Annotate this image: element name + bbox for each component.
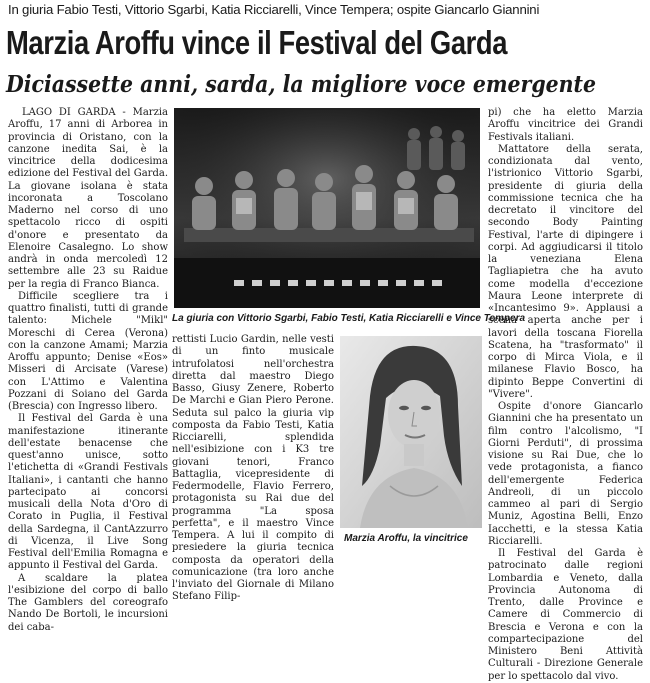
article-column-2 xyxy=(172,334,334,603)
jury-photo-caption: La giuria con Vittorio Sgarbi, Fabio Testi, Katia Ricciarelli e Vince Tempera xyxy=(172,313,526,324)
jury-photo-image xyxy=(174,108,480,308)
article-paragraph: LAGO DI GARDA - Marzia Aroffu, 17 anni di Arborea in provincia di Oristano, con la canzone inedita Sai, è la vincitrice della dodicesima edizione del Festival del Garda. La giovane isolana è stata incoronata a Toscolano Maderno nel corso di uno spettacolo ricco di ospiti d'onore e presentato da Elenoire Casalegno. Lo show andrà in onda mercoledì 12 settembre alle 23 su Raidue per la regia di Franco Bianca. xyxy=(8,107,168,290)
article-paragraph: Il Festival del Garda è una manifestazione itinerante dell'estate benacense che quest'anno unisce, sotto l'etichetta di «Grandi Festivals Italiani», i cantanti che hanno partecipato ai concorsi musicali della Nota d'Oro di Corato in Puglia, il Festival della Sardegna, il CantAzzurro di Vicenza, il Live Song Festival dell'Emilia Romagna e appunto il Festival del Garda. xyxy=(8,413,168,572)
winner-photo-image xyxy=(340,336,482,528)
jury-photo xyxy=(174,108,480,308)
headline: Marzia Aroffu vince il Festival del Garda xyxy=(6,24,508,61)
article-paragraph: rettisti Lucio Gardin, nelle vesti di un finto musicale intrufolatosi nell'orchestra diretta dal maestro Diego Basso, Giusy Zenere, Roberto De Marchi e Gian Piero Perone. Seduta sul palco la giuria vip composta da Fabio Testi, Katia Ricciarelli, splendida nell'esibizione con i K3 tre giovani tenori, Franco Battaglia, vicepresidente di Federmodelle, Flavio Ferrero, protagonista su Rai due del programma "La sposa perfetta", e il maestro Vince Tempera. A lui il compito di presiedere la giuria tecnica composta da operatori della comunicazione (tra loro anche l'inviato del Giornale di Milano Stefano Filip- xyxy=(172,334,334,603)
subhead: Diciassette anni, sarda, la migliore voce emergente xyxy=(6,71,597,98)
kicker: In giuria Fabio Testi, Vittorio Sgarbi, Katia Ricciarelli, Vince Tempera; ospite Giancarlo Giannini xyxy=(8,2,540,17)
winner-photo xyxy=(340,336,482,528)
article-paragraph: Il Festival del Garda è patrocinato dalle regioni Lombardia e Veneto, dalla Provincia Autonoma di Trento, dalle Province e Camere di Commercio di Brescia e Verona e con la compartecipazione del Ministero Beni Attività Culturali - Direzione Generale per lo spettacolo dal vivo. xyxy=(488,548,643,682)
article-column-1 xyxy=(8,107,168,633)
article-column-3 xyxy=(488,107,643,682)
winner-photo-caption: Marzia Aroffu, la vincitrice xyxy=(344,533,468,544)
article-paragraph: Mattatore della serata, condizionata dal vento, l'istrionico Vittorio Sgarbi, presidente di giuria della commissione tecnica che ha decretato il vincitore del secondo Body Painting Festival, l'arte di dipingere i corpi. Ad aggiudicarsi il titolo la veneziana Elena Tagliapietra che ha avuto come modella d'eccezione Maura Leone interprete di «Incantesimo 9». Applausi a scena aperta anche per i lavori della toscana Fiorella Scatena, ha "trasformato" il corpo di Mirca Viola, e il milanese Flavio Bosco, ha dipinto Beppe Convertini di "Vivere". xyxy=(488,143,643,400)
article-paragraph: Difficile scegliere tra i quattro finalisti, tutti di grande talento: Michele "Mikl" Moreschi di Cerea (Verona) con la canzone Amami; Marzia Aroffu appunto; Denise «Eos» Misseri di Arcisate (Varese) con L'Attimo e Valentina Pozzani di Soiano del Garda (Brescia) con Ingresso libero. xyxy=(8,290,168,412)
article-paragraph: pi) che ha eletto Marzia Aroffu vincitrice dei Grandi Festivals italiani. xyxy=(488,107,643,143)
article-paragraph: Ospite d'onore Giancarlo Giannini che ha presentato un film contro l'alcolismo, "I Giorni Perduti", di prossima visione su Rai Due, che lo vede protagonista, a fianco dell'emergente Federica Andreoli, di un piccolo cammeo al pari di Sergio Muniz, Agostina Belli, Enzo Iacchetti, e la stessa Katia Ricciarelli. xyxy=(488,401,643,547)
article-paragraph: A scaldare la platea l'esibizione del corpo di ballo The Gamblers del coreografo Nando De Bortoli, le incursioni dei caba- xyxy=(8,572,168,633)
